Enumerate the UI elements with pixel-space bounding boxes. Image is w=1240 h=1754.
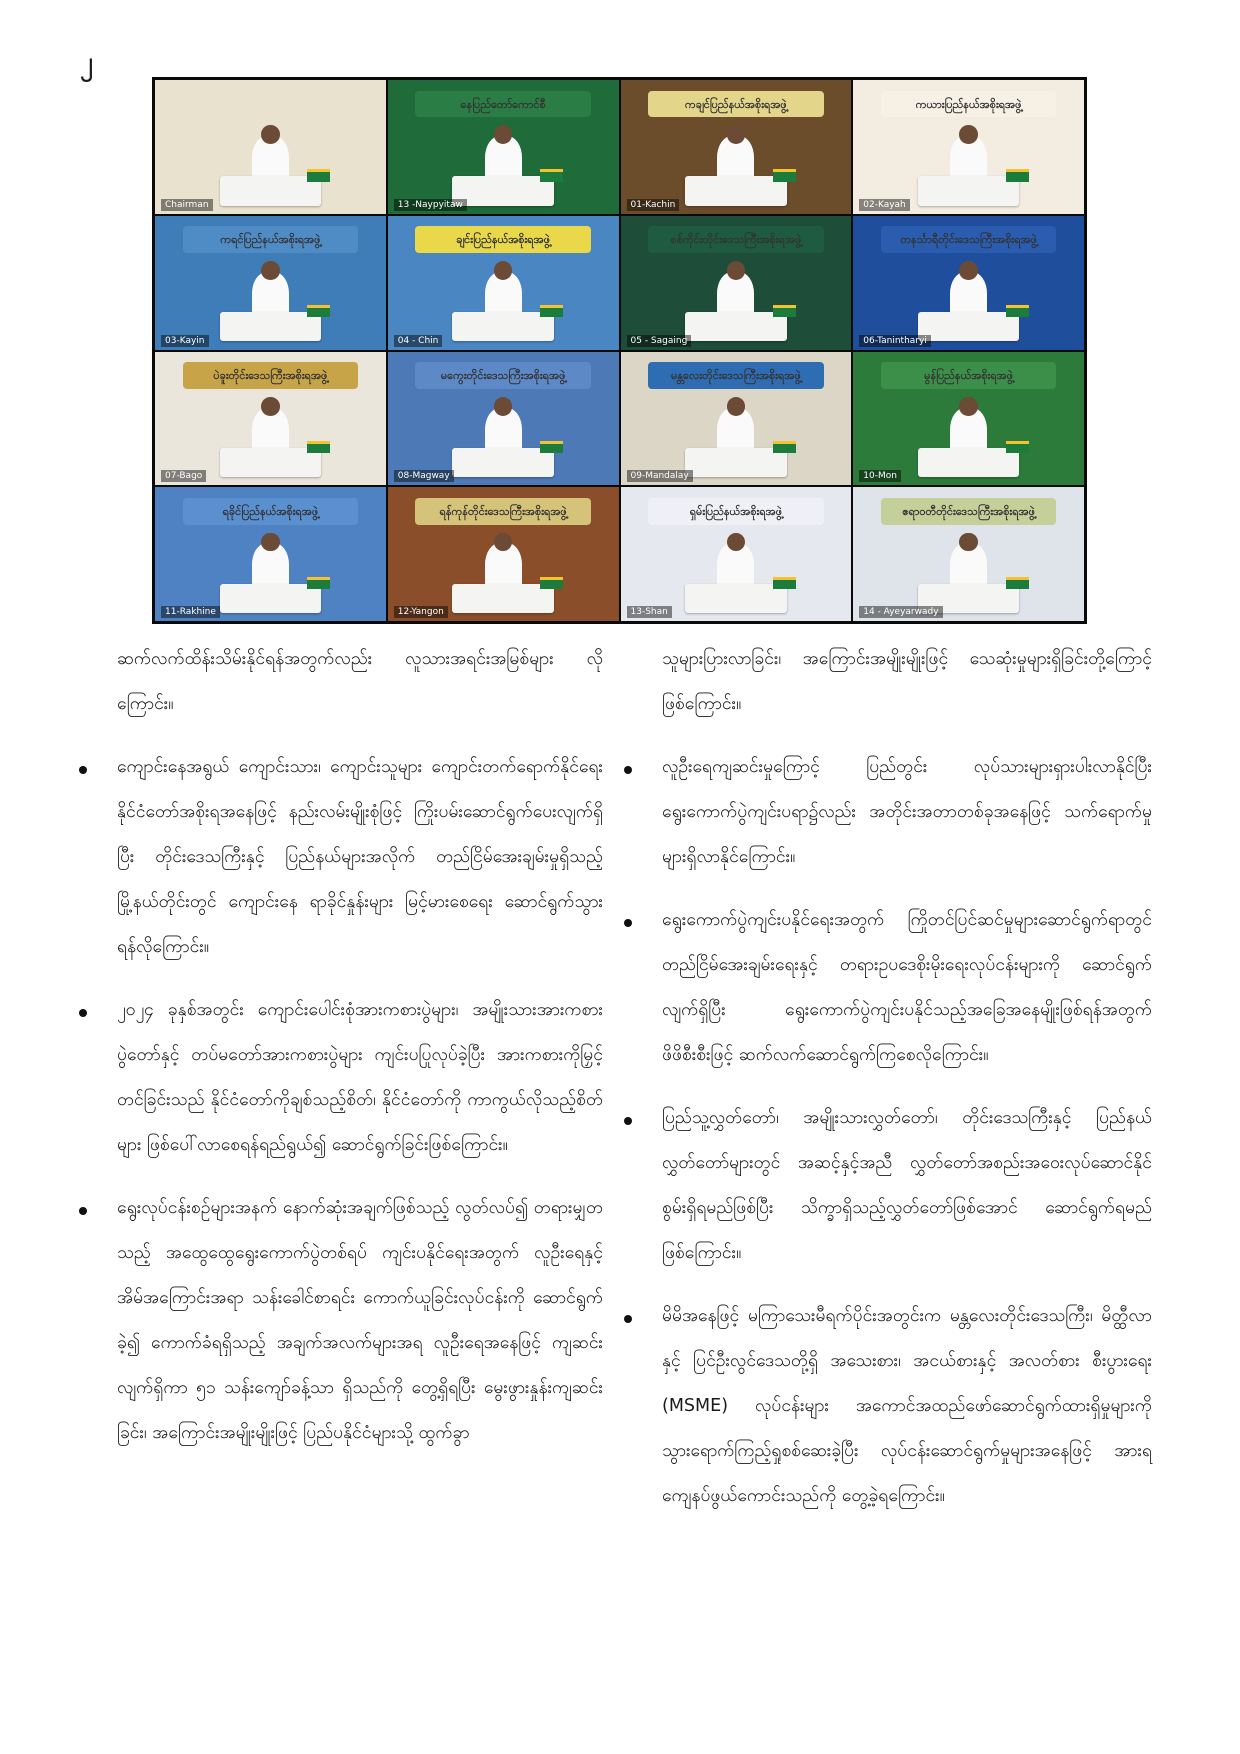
bullet-icon — [79, 1207, 87, 1215]
tile-caption: 13 -Naypyitaw — [394, 199, 467, 211]
tile-caption: 12-Yangon — [394, 606, 448, 618]
participant-head — [959, 397, 977, 416]
conference-tile — [621, 487, 852, 621]
participant-head — [261, 397, 279, 416]
conference-tile — [388, 352, 619, 486]
tile-caption: 03-Kayin — [161, 335, 209, 347]
desk — [685, 312, 787, 341]
conference-tile — [853, 216, 1084, 350]
tile-banner: ရန်ကုန်တိုင်းဒေသကြီးအစိုးရအဖွဲ့ — [415, 498, 590, 525]
flag-icon — [773, 441, 796, 453]
right-bullet-1-text: လူဦးရေကျဆင်းမှုကြောင့် ပြည်တွင်း လုပ်သားများရှားပါးလာနိုင်ပြီး ရွေးကောက်ပွဲကျင်းပရာ၌လည်း အတိုင်းအတာတစ်ခုအနေဖြင့် သက်ရောက်မှုများရှိလာနိုင်ကြောင်း။ — [662, 757, 1152, 867]
participant-head — [727, 397, 745, 416]
tile-banner: မွန်ပြည်နယ်အစိုးရအဖွဲ့ — [881, 362, 1056, 389]
desk — [685, 448, 787, 477]
desk — [918, 176, 1020, 205]
tile-caption: 06-Tanintharyi — [859, 335, 931, 347]
conference-tile — [388, 487, 619, 621]
tile-caption: 05 - Sagaing — [627, 335, 692, 347]
tile-banner: မန္တလေးတိုင်းဒေသကြီးအစိုးရအဖွဲ့ — [648, 362, 823, 389]
tile-banner: ကယားပြည်နယ်အစိုးရအဖွဲ့ — [881, 91, 1056, 118]
participant-head — [261, 125, 279, 144]
conference-tile — [388, 216, 619, 350]
desk — [452, 448, 554, 477]
conference-tile — [621, 216, 852, 350]
tile-caption: 11-Rakhine — [161, 606, 220, 618]
left-bullet-3-text: ရွေးလုပ်ငန်းစဉ်များအနက် နောက်ဆုံးအချက်ဖြစ်သည့် လွတ်လပ်၍ တရားမျှတသည့် အထွေထွေရွေးကောက်ပွဲတစ်ရပ် ကျင်းပနိုင်ရေးအတွက် လူဦးရေနှင့် အိမ်အကြောင်းအရာ သန်းခေါင်စာရင်း ကောက်ယူခြင်းလုပ်ငန်းကို ဆောင်ရွက်ခဲ့၍ ကောက်ခံရရှိသည့် အချက်အလက်များအရ လူဦးရေအနေဖြင့် ကျဆင်းလျက်ရှိကာ ၅၁ သန်းကျော်ခန့်သာ ရှိသည်ကို တွေ့ရှိရပြီး မွေးဖွားနှုန်းကျဆင်းခြင်း၊ အကြောင်းအမျိုးမျိုးဖြင့် ပြည်ပနိုင်ငံများသို့ ထွက်ခွာ — [117, 1198, 603, 1443]
desk — [220, 584, 322, 613]
participant-head — [261, 261, 279, 280]
right-bullet-2-text: ရွေးကောက်ပွဲကျင်းပနိုင်ရေးအတွက် ကြိုတင်ပြင်ဆင်မှုများဆောင်ရွက်ရာတွင် တည်ငြိမ်အေးချမ်းရေးနှင့် တရားဥပဒေစိုးမိုးရေးလုပ်ငန်းများကို ဆောင်ရွက်လျက်ရှိပြီး ရွေးကောက်ပွဲကျင်းပနိုင်သည့်အခြေအနေမျိုးဖြစ်ရန်အတွက် ဖိဖိစီးစီးဖြင့် ဆက်လက်ဆောင်ရွက်ကြစေလိုကြောင်း။ — [662, 910, 1152, 1065]
video-conference-photo — [152, 77, 1087, 624]
participant-head — [494, 397, 512, 416]
flag-icon — [773, 305, 796, 317]
tile-banner: မကွေးတိုင်းဒေသကြီးအစိုးရအဖွဲ့ — [415, 362, 590, 389]
conference-tile — [853, 352, 1084, 486]
flag-icon — [307, 441, 330, 453]
right-bullet-2 — [662, 898, 1152, 1078]
conference-tile — [621, 352, 852, 486]
flag-icon — [540, 305, 563, 317]
desk — [918, 312, 1020, 341]
conference-tile — [155, 80, 386, 214]
left-bullet-2-text: ၂၀၂၄ ခုနှစ်အတွင်း ကျောင်းပေါင်းစုံအားကစားပွဲများ၊ အမျိုးသားအားကစားပွဲတော်နှင့် တပ်မတော်အားကစားပွဲများ ကျင်းပပြုလုပ်ခဲ့ပြီး အားကစားကိုမြှင့်တင်ခြင်းသည် နိုင်ငံတော်ကိုချစ်သည့်စိတ်၊ နိုင်ငံတော်ကို ကာကွယ်လိုသည့်စိတ်များ ဖြစ်ပေါ်လာစေရန်ရည်ရွယ်၍ ဆောင်ရွက်ခြင်းဖြစ်ကြောင်း။ — [117, 1000, 603, 1155]
desk — [685, 584, 787, 613]
left-bullet-3 — [117, 1186, 603, 1456]
tile-caption: 09-Mandalay — [627, 470, 693, 482]
bullet-icon — [79, 1009, 87, 1017]
right-lead-paragraph: သူများပြားလာခြင်း၊ အကြောင်းအမျိုးမျိုးဖြင့် သေဆုံးမှုများရှိခြင်းတို့ကြောင့် ဖြစ်ကြောင်း။ — [662, 649, 1152, 714]
right-bullet-3-text: ပြည်သူ့လွှတ်တော်၊ အမျိုးသားလွှတ်တော်၊ တိုင်းဒေသကြီးနှင့် ပြည်နယ်လွှတ်တော်များတွင် အဆင့်နှင့်အညီ လွှတ်တော်အစည်းအဝေးလုပ်ဆောင်နိုင်စွမ်းရှိရမည်ဖြစ်ပြီး သိက္ခာရှိသည့်လွှတ်တော်ဖြစ်အောင် ဆောင်ရွက်ရမည်ဖြစ်ကြောင်း။ — [662, 1108, 1152, 1263]
left-bullet-2 — [117, 988, 603, 1168]
participant-head — [727, 261, 745, 280]
bullet-icon — [624, 766, 632, 774]
bullet-icon — [624, 1117, 632, 1125]
flag-icon — [540, 577, 563, 589]
tile-caption: 10-Mon — [859, 470, 901, 482]
desk — [918, 448, 1020, 477]
right-bullet-4 — [662, 1294, 1152, 1519]
right-bullet-3 — [662, 1096, 1152, 1276]
right-bullet-1 — [662, 745, 1152, 880]
tile-banner: ရခိုင်ပြည်နယ်အစိုးရအဖွဲ့ — [183, 498, 358, 525]
conference-tile — [155, 487, 386, 621]
flag-icon — [540, 169, 563, 181]
conference-tile — [853, 80, 1084, 214]
flag-icon — [307, 577, 330, 589]
conference-tile — [155, 352, 386, 486]
conference-tile — [853, 487, 1084, 621]
bullet-icon — [624, 1315, 632, 1323]
flag-icon — [1006, 577, 1029, 589]
tile-caption: 14 - Ayeyarwady — [859, 606, 942, 618]
flag-icon — [540, 441, 563, 453]
tile-caption: Chairman — [161, 199, 213, 211]
left-column — [117, 637, 603, 1474]
conference-tile — [155, 216, 386, 350]
tile-banner: ပဲခူးတိုင်းဒေသကြီးအစိုးရအဖွဲ့ — [183, 362, 358, 389]
flag-icon — [307, 305, 330, 317]
right-bullet-4-text: မိမိအနေဖြင့် မကြာသေးမီရက်ပိုင်းအတွင်းက မန္တလေးတိုင်းဒေသကြီး၊ မိတ္ထီလာနှင့် ပြင်ဦးလွင်ဒေသတို့ရှိ အသေးစား၊ အငယ်စားနှင့် အလတ်စား စီးပွားရေး (MSME) လုပ်ငန်းများ အကောင်အထည်ဖော်ဆောင်ရွက်ထားရှိမှုများကို သွားရောက်ကြည့်ရှုစစ်ဆေးခဲ့ပြီး လုပ်ငန်းဆောင်ရွက်မှုများအနေဖြင့် အားရကျေနပ်ဖွယ်ကောင်းသည်ကို တွေ့ခဲ့ရကြောင်း။ — [662, 1306, 1152, 1506]
participant-head — [959, 125, 977, 144]
left-lead-paragraph: ဆက်လက်ထိန်းသိမ်းနိုင်ရန်အတွက်လည်း လူသားအရင်းအမြစ်များ လိုကြောင်း။ — [117, 649, 603, 714]
flag-icon — [1006, 305, 1029, 317]
flag-icon — [773, 169, 796, 181]
tile-banner: ကရင်ပြည်နယ်အစိုးရအဖွဲ့ — [183, 226, 358, 253]
tile-caption: 01-Kachin — [627, 199, 680, 211]
tile-caption: 02-Kayah — [859, 199, 910, 211]
tile-caption: 13-Shan — [627, 606, 672, 618]
conference-tile — [388, 80, 619, 214]
participant-head — [261, 533, 279, 552]
flag-icon — [1006, 169, 1029, 181]
participant-head — [959, 261, 977, 280]
tile-banner: ဧရာဝတီတိုင်းဒေသကြီးအစိုးရအဖွဲ့ — [881, 498, 1056, 525]
tile-caption: 04 - Chin — [394, 335, 443, 347]
left-bullet-1 — [117, 745, 603, 970]
flag-icon — [1006, 441, 1029, 453]
tile-banner: စစ်ကိုင်းတိုင်းဒေသကြီးအစိုးရအဖွဲ့ — [648, 226, 823, 253]
tile-caption: 08-Magway — [394, 470, 454, 482]
tile-banner: တနင်္သာရီတိုင်းဒေသကြီးအစိုးရအဖွဲ့ — [881, 226, 1056, 253]
desk — [220, 312, 322, 341]
desk — [452, 584, 554, 613]
page-number: ၂ — [80, 47, 93, 77]
right-column — [662, 637, 1152, 1537]
desk — [220, 176, 322, 205]
tile-banner: ရှမ်းပြည်နယ်အစိုးရအဖွဲ့ — [648, 498, 823, 525]
desk — [220, 448, 322, 477]
tile-banner: ချင်းပြည်နယ်အစိုးရအဖွဲ့ — [415, 226, 590, 253]
desk — [452, 312, 554, 341]
desk — [685, 176, 787, 205]
participant-head — [959, 533, 977, 552]
flag-icon — [773, 577, 796, 589]
left-bullet-1-text: ကျောင်းနေအရွယ် ကျောင်းသား၊ ကျောင်းသူများ ကျောင်းတက်ရောက်နိုင်ရေး နိုင်ငံတော်အစိုးရအနေဖြင့် နည်းလမ်းမျိုးစုံဖြင့် ကြိုးပမ်းဆောင်ရွက်ပေးလျက်ရှိပြီး တိုင်းဒေသကြီးနှင့် ပြည်နယ်များအလိုက် တည်ငြိမ်အေးချမ်းမှုရှိသည့် မြို့နယ်တိုင်းတွင် ကျောင်းနေ ရာခိုင်နှုန်းများ မြင့်မားစေရေး ဆောင်ရွက်သွားရန်လိုကြောင်း။ — [117, 757, 603, 957]
bullet-icon — [79, 766, 87, 774]
tile-caption: 07-Bago — [161, 470, 206, 482]
bullet-icon — [624, 919, 632, 927]
conference-tile — [621, 80, 852, 214]
tile-banner: ကချင်ပြည်နယ်အစိုးရအဖွဲ့ — [648, 91, 823, 118]
desk — [452, 176, 554, 205]
tile-banner: နေပြည်တော်ကောင်စီ — [415, 91, 590, 118]
flag-icon — [307, 169, 330, 181]
